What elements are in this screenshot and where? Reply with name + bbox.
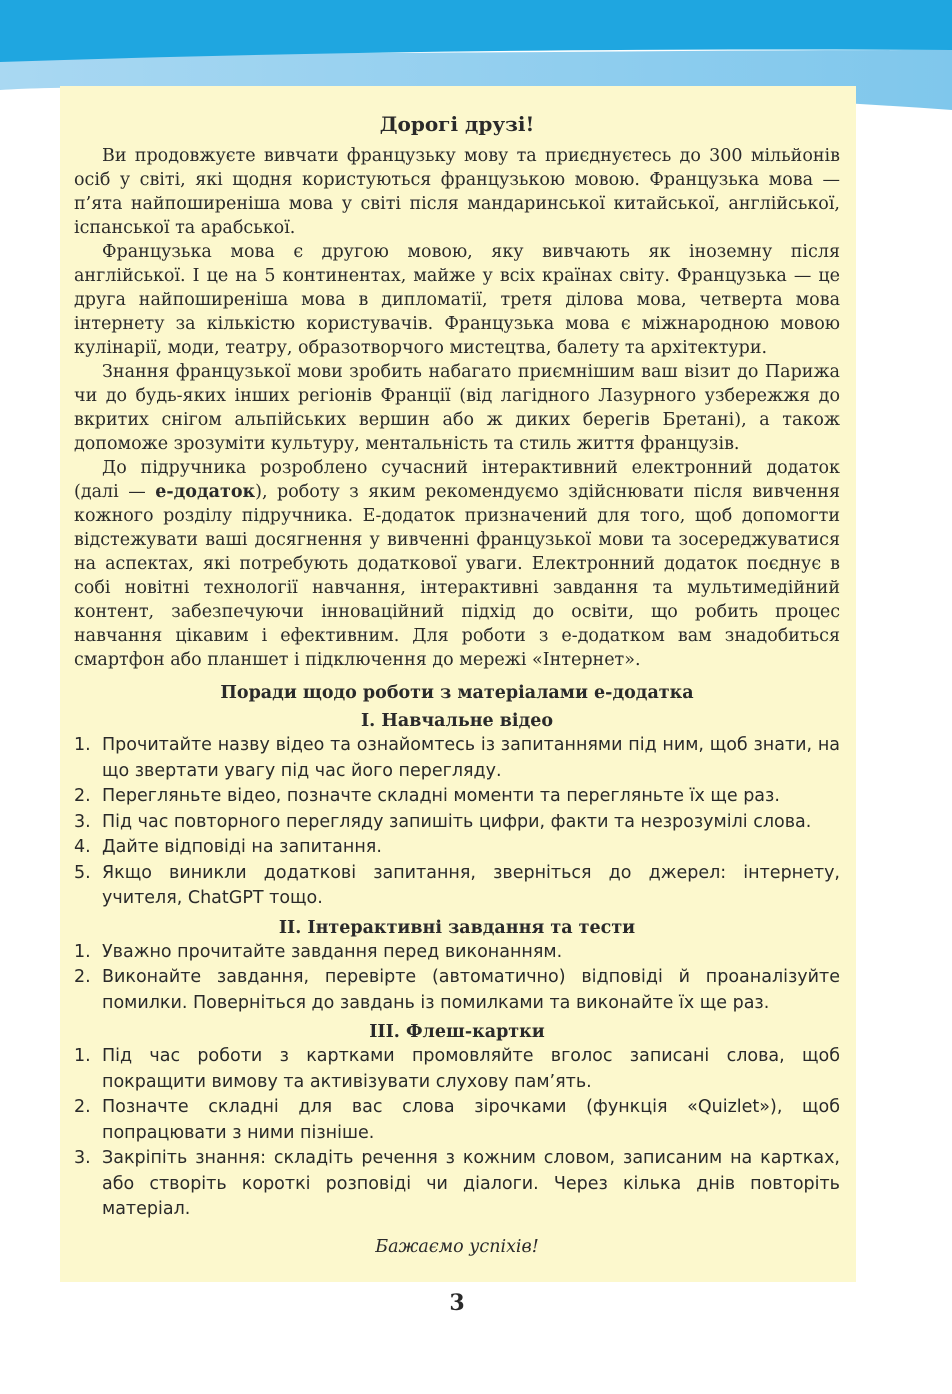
tips-heading: Поради щодо роботи з матеріалами е-додатка bbox=[220, 683, 694, 703]
list-item: 5. Якщо виникли додаткові запитання, зверніться до джерел: інтернету, учителя, ChatGPT тощо. bbox=[74, 862, 840, 908]
list-item: 2. Перегляньте відео, позначте складні моменти та перегляньте їх ще раз. bbox=[74, 786, 780, 806]
intro-paragraph: Ви продовжуєте вивчати французьку мову та приєднуєтесь до 300 мільйонів осіб у світі, які щодня користуються французькою мовою. Французька мова — п’ята найпоширеніша мова у світі після мандаринської китайської, англійської, іспанської та арабської. bbox=[74, 146, 840, 238]
page-content bbox=[74, 112, 840, 1259]
intro-paragraph: До підручника розроблено сучасний інтерактивний електронний додаток (далі — е-додаток), роботу з яким рекомендуємо здійснювати після вивчення кожного розділу підручника. Е-додаток призначений для того, щоб допомогти відстежувати ваші досягнення у вивченні французької мови та зосереджуватися на аспектах, які потребують додаткової уваги. Електронний додаток поєднує в собі новітні технології навчання, інтерактивні завдання та мультимедійний контент, забезпечуючи інноваційний підхід до освіти, що робить процес навчання цікавим і ефективним. Для роботи з е-додатком вам знадобиться смартфон або планшет і підключення до мережі «Інтернет». bbox=[74, 458, 840, 670]
section-title: III. Флеш-картки bbox=[369, 1022, 545, 1042]
list-item: 2. Виконайте завдання, перевірте (автоматично) відповіді й проаналізуйте помилки. Поверніться до завдань із помилками та виконайте їх ще раз. bbox=[74, 967, 840, 1013]
list-item: 1. Прочитайте назву відео та ознайомтесь із запитаннями під ним, щоб знати, на що звертати увагу під час його перегляду. bbox=[74, 735, 840, 781]
list-item: 1. Уважно прочитайте завдання перед виконанням. bbox=[74, 941, 563, 962]
tips-list bbox=[74, 733, 840, 912]
intro-paragraph: Знання французької мови зробить набагато приємнішим ваш візит до Парижа чи до будь-яких інших регіонів Франції (від лагідного Лазурного узбережжя до вкритих снігом альпійських вершин або ж диких берегів Бретані), а також допоможе зрозуміти культуру, ментальність та стиль життя французів. bbox=[74, 362, 840, 454]
section-title: I. Навчальне відео bbox=[360, 711, 554, 731]
list-item: 1. Під час роботи з картками промовляйте вголос записані слова, щоб покращити вимову та активізувати слухову пам’ять. bbox=[74, 1046, 840, 1092]
list-item: 3. Під час повторного перегляду запишіть цифри, факти та незрозумілі слова. bbox=[74, 811, 812, 832]
list-item: 2. Позначте складні для вас слова зірочками (функція «Quizlet»), щоб попрацювати з ними пізніше. bbox=[74, 1097, 840, 1143]
tips-list bbox=[74, 940, 840, 1017]
page-title: Дорогі друзі! bbox=[379, 112, 535, 136]
list-item: 4. Дайте відповіді на запитання. bbox=[74, 837, 382, 857]
section-title: II. Інтерактивні завдання та тести bbox=[278, 917, 636, 938]
closing-wish: Бажаємо успіхів! bbox=[375, 1236, 539, 1257]
intro-paragraph: Французька мова є другою мовою, яку вивчають як іноземну після англійської. І це на 5 континентах, майже у всіх країнах світу. Французька — це друга найпоширеніша мова в дипломатії, третя ділова мова, четверта мова інтернету за кількістю користувачів. Французька мова є міжнародною мовою кулінарії, моди, театру, образотворчого мистецтва, балету та архітектури. bbox=[74, 242, 840, 358]
list-item: 3. Закріпіть знання: складіть речення з кожним словом, записаним на картках, або створіть короткі розповіді чи діалоги. Через кілька днів повторіть матеріал. bbox=[74, 1148, 840, 1219]
tips-list bbox=[74, 1044, 840, 1223]
page-number: 3 bbox=[449, 1290, 465, 1316]
bold-term: е-додаток bbox=[155, 482, 256, 502]
